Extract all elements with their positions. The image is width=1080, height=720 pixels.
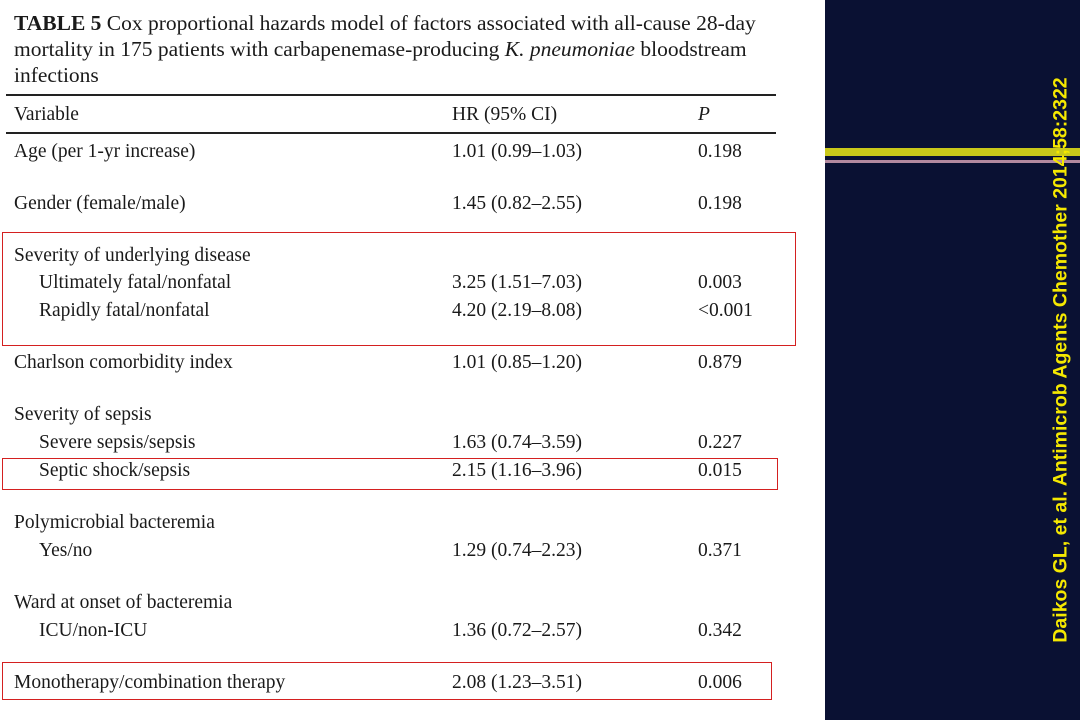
row-septic-shock-variable: Septic shock/sepsis	[39, 460, 191, 481]
header-hr: HR (95% CI)	[452, 104, 558, 125]
row-polymicrobial-p: 0.371	[698, 540, 742, 561]
row-icu-p: 0.342	[698, 620, 742, 641]
row-monotherapy-variable: Monotherapy/combination therapy	[14, 672, 286, 693]
row-age-p: 0.198	[698, 141, 742, 162]
highlight-septic-shock	[2, 458, 778, 490]
citation-text: Daikos GL, et al. Antimicrob Agents Chemother 2014;58:2322	[1049, 77, 1072, 643]
row-ultimately-fatal-hr: 3.25 (1.51–7.03)	[452, 272, 582, 293]
row-severe-sepsis-hr: 1.63 (0.74–3.59)	[452, 432, 582, 453]
row-gender-p: 0.198	[698, 193, 742, 214]
row-ultimately-fatal-p: 0.003	[698, 272, 742, 293]
row-polymicrobial-variable: Yes/no	[39, 540, 93, 561]
caption-text-2: bloodstream infections	[14, 37, 747, 87]
row-monotherapy-p: 0.006	[698, 672, 742, 693]
highlight-underlying-disease	[2, 232, 796, 346]
row-charlson-hr: 1.01 (0.85–1.20)	[452, 352, 582, 373]
table-top-rule	[6, 94, 776, 96]
row-gender-hr: 1.45 (0.82–2.55)	[452, 193, 582, 214]
group-polymicrobial: Polymicrobial bacteremia	[14, 512, 215, 533]
table-header-rule	[6, 132, 776, 134]
row-severe-sepsis-variable: Severe sepsis/sepsis	[39, 432, 196, 453]
row-polymicrobial-hr: 1.29 (0.74–2.23)	[452, 540, 582, 561]
row-rapidly-fatal-p: <0.001	[698, 300, 753, 321]
group-severity-sepsis: Severity of sepsis	[14, 404, 152, 425]
caption-text-1: Cox proportional hazards model of factors associated with all-cause 28-day mortality in 175 patients with carbapenemase-producing	[14, 11, 756, 61]
table-label: TABLE 5	[14, 11, 102, 35]
sidebar-stripe-yellow	[825, 148, 1080, 156]
row-gender-variable: Gender (female/male)	[14, 193, 186, 214]
caption-organism: K. pneumoniae	[504, 37, 635, 61]
row-severe-sepsis-p: 0.227	[698, 432, 742, 453]
header-variable: Variable	[14, 104, 79, 125]
row-charlson-variable: Charlson comorbidity index	[14, 352, 233, 373]
row-ultimately-fatal-variable: Ultimately fatal/nonfatal	[39, 272, 232, 293]
row-icu-hr: 1.36 (0.72–2.57)	[452, 620, 582, 641]
table-caption	[14, 10, 774, 88]
group-underlying-disease: Severity of underlying disease	[14, 245, 251, 266]
row-age-hr: 1.01 (0.99–1.03)	[452, 141, 582, 162]
row-age-variable: Age (per 1-yr increase)	[14, 141, 196, 162]
header-p: P	[698, 104, 710, 125]
group-ward-onset: Ward at onset of bacteremia	[14, 592, 233, 613]
row-rapidly-fatal-hr: 4.20 (2.19–8.08)	[452, 300, 582, 321]
row-septic-shock-hr: 2.15 (1.16–3.96)	[452, 460, 582, 481]
citation-sidebar	[825, 0, 1080, 720]
sidebar-stripe-pink	[825, 160, 1080, 163]
row-icu-variable: ICU/non-ICU	[39, 620, 148, 641]
row-monotherapy-hr: 2.08 (1.23–3.51)	[452, 672, 582, 693]
row-rapidly-fatal-variable: Rapidly fatal/nonfatal	[39, 300, 210, 321]
row-charlson-p: 0.879	[698, 352, 742, 373]
row-septic-shock-p: 0.015	[698, 460, 742, 481]
highlight-monotherapy	[2, 662, 772, 700]
